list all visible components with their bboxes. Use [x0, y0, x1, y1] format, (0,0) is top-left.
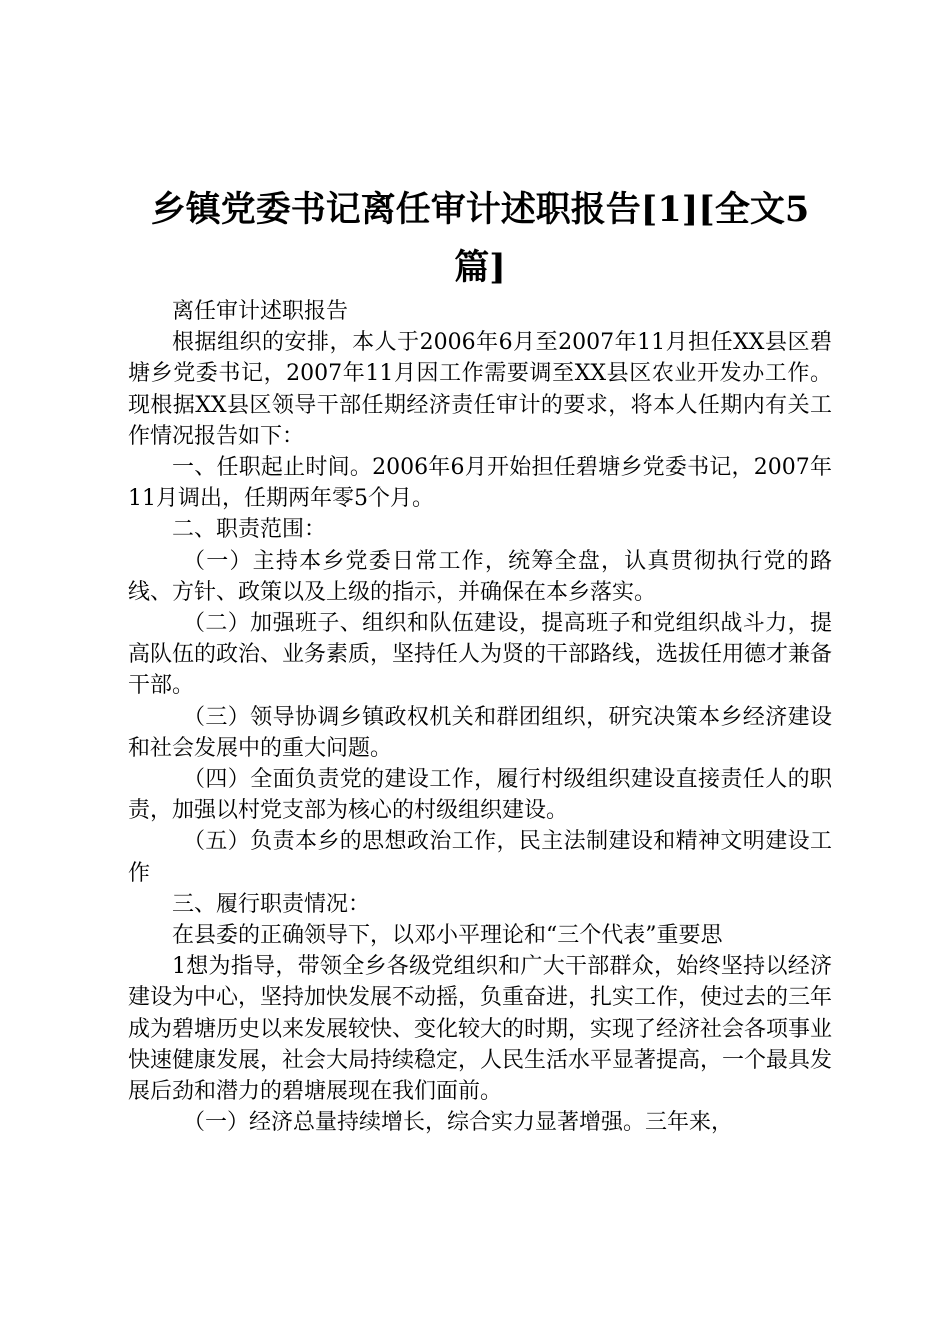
- paragraph-intro: 根据组织的安排，本人于2006年6月至2007年11月担任XX县区碧塘乡党委书记，2007年11月因工作需要调至XX县区农业开发办工作。现根据XX县区领导干部任期经济责任审计的要求，将本人任期内有关工作情况报告如下：: [128, 330, 832, 449]
- paragraph-duty-1: （一）主持本乡党委日常工作，统筹全盘，认真贯彻执行党的路线、方针、政策以及上级的指示，并确保在本乡落实。: [128, 548, 832, 605]
- document-title-line-1: 乡镇党委书记离任审计述职报告[1][全文5: [150, 189, 810, 230]
- paragraph-duty-3: （三）领导协调乡镇政权机关和群团组织，研究决策本乡经济建设和社会发展中的重大问题。: [128, 704, 832, 761]
- paragraph-economy: （一）经济总量持续增长，综合实力显著增强。三年来，: [183, 1110, 734, 1136]
- paragraph-duty-5: （五）负责本乡的思想政治工作，民主法制建设和精神文明建设工作: [128, 829, 832, 886]
- paragraph-duty-4: （四）全面负责党的建设工作，履行村级组织建设直接责任人的职责，加强以村党支部为核心的村级组织建设。: [128, 767, 832, 824]
- paragraph-performance-body: 1想为指导，带领全乡各级党组织和广大干部群众，始终坚持以经济建设为中心，坚持加快发展不动摇，负重奋进，扎实工作，使过去的三年成为碧塘历史以来发展较快、变化较大的时期，实现了经济社会各项事业快速健康发展，社会大局持续稳定，人民生活水平显著提高，一个最具发展后劲和潜力的碧塘展现在我们面前。: [128, 954, 833, 1105]
- document-title-line-2: 篇]: [454, 247, 506, 288]
- paragraph-section-2: 二、职责范围：: [172, 517, 327, 543]
- paragraph-performance-intro: 在县委的正确领导下，以邓小平理论和“三个代表”重要思: [172, 923, 723, 949]
- paragraph-duty-2: （二）加强班子、组织和队伍建设，提高班子和党组织战斗力，提高队伍的政治、业务素质，坚持任人为贤的干部路线，选拔任用德才兼备干部。: [128, 611, 833, 699]
- paragraph-section-3: 三、履行职责情况：: [172, 891, 371, 917]
- paragraph-heading: 离任审计述职报告: [172, 299, 349, 324]
- document-body: [128, 296, 832, 1138]
- paragraph-term: 一、任职起止时间。2006年6月开始担任碧塘乡党委书记，2007年11月调出，任期两年零5个月。: [128, 455, 832, 512]
